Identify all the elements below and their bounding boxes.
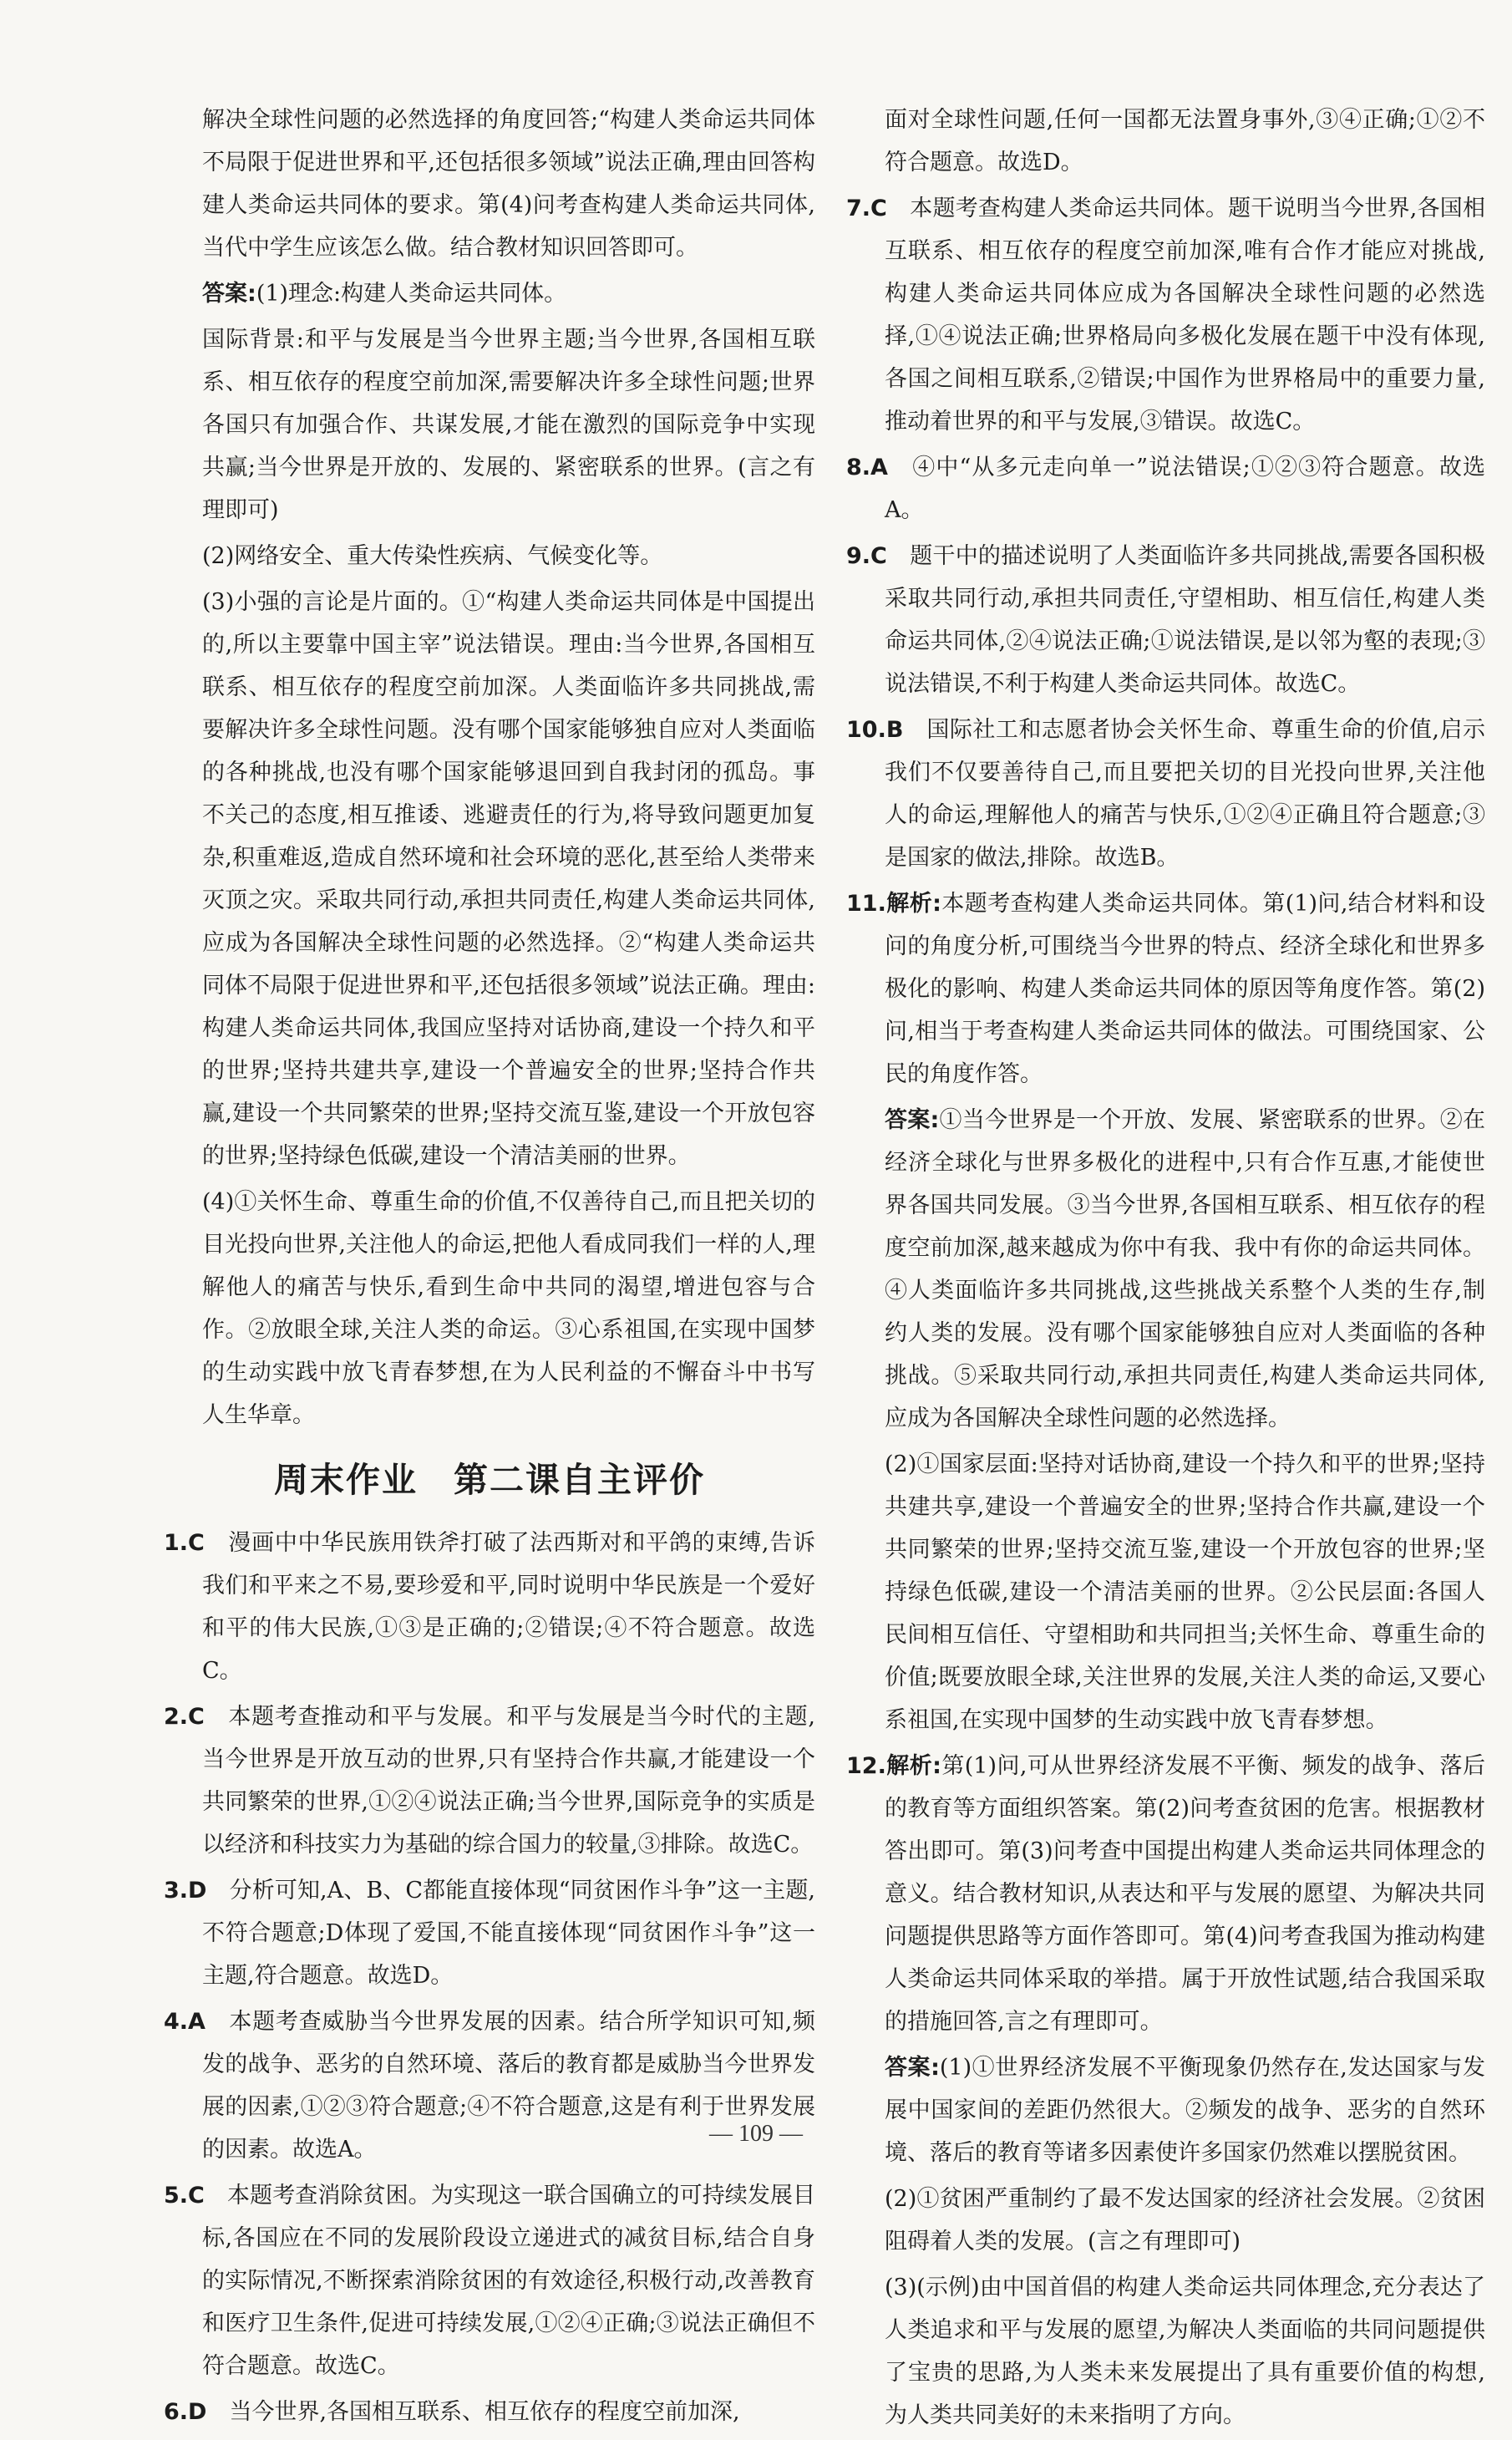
question-9-number: 9.C bbox=[846, 543, 887, 569]
answer-part-4: (4)①关怀生命、尊重生命的价值,不仅善待自己,而且把关切的目光投向世界,关注他人的命运,把他人看成同我们一样的人,理解他人的痛苦与快乐,看到生命中共同的渴望,增进包容与合作。②放眼全球,关注人类的命运。③心系祖国,在实现中国梦的生动实践中放飞青春梦想,在为人民利益的不懈奋斗中书写人生华章。 bbox=[202, 1189, 815, 1428]
question-9-text: 题干中的描述说明了人类面临许多共同挑战,需要各国积极采取共同行动,承担共同责任,守望相助、相互信任,构建人类命运共同体,②④说法正确;①说法错误,是以邻为壑的表现;③说法错误,不利于构建人类命运共同体。故选C。 bbox=[885, 543, 1485, 697]
question-11-answer-2: (2)①国家层面:坚持对话协商,建设一个持久和平的世界;坚持共建共享,建设一个普遍安全的世界;坚持合作共赢,建设一个共同繁荣的世界;坚持交流互鉴,建设一个开放包容的世界;坚持绿色低碳,建设一个清洁美丽的世界。②公民层面:各国人民间相互信任、守望相助和共同担当;关怀生命、尊重生命的价值;既要放眼全球,关注世界的发展,关注人类的命运,又要心系祖国,在实现中国梦的生动实践中放飞青春梦想。 bbox=[885, 1451, 1485, 1733]
question-7-text: 本题考查构建人类命运共同体。题干说明当今世界,各国相互联系、相互依存的程度空前加深,唯有合作才能应对挑战,构建人类命运共同体应成为各国解决全球性问题的必然选择,①④说法正确;世界格局向多极化发展在题干中没有体现,各国之间相互联系,②错误;中国作为世界格局中的重要力量,推动着世界的和平与发展,③错误。故选C。 bbox=[885, 196, 1485, 435]
question-2-number: 2.C bbox=[164, 1704, 205, 1730]
answer-part-1: (1)理念:构建人类命运共同体。 bbox=[256, 281, 567, 307]
question-11-analysis-label: 解析: bbox=[885, 891, 941, 917]
question-12-number: 12. bbox=[846, 1753, 886, 1779]
answer-label: 答案: bbox=[202, 281, 256, 307]
answer-part-1-background: 国际背景:和平与发展是当今世界主题;当今世界,各国相互联系、相互依存的程度空前加深,需要解决许多全球性问题;世界各国只有加强合作、共谋发展,才能在激烈的国际竞争中实现共赢;当今世界是开放的、发展的、紧密联系的世界。(言之有理即可) bbox=[202, 327, 815, 523]
question-1-text: 漫画中中华民族用铁斧打破了法西斯对和平鸽的束缚,告诉我们和平来之不易,要珍爱和平,同时说明中华民族是一个爱好和平的伟大民族,①③是正确的;②错误;④不符合题意。故选C。 bbox=[202, 1530, 815, 1684]
question-11-answer-1: ①当今世界是一个开放、发展、紧密联系的世界。②在经济全球化与世界多极化的进程中,只有合作互惠,才能使世界各国共同发展。③当今世界,各国相互联系、相互依存的程度空前加深,越来越成为你中有我、我中有你的命运共同体。④人类面临许多共同挑战,这些挑战关系整个人类的生存,制约人类的发展。没有哪个国家能够独自应对人类面临的各种挑战。⑤采取共同行动,承担共同责任,构建人类命运共同体,应成为各国解决全球性问题的必然选择。 bbox=[885, 1107, 1485, 1431]
question-6-number: 6.D bbox=[164, 2399, 207, 2425]
question-6-continuation: 面对全球性问题,任何一国都无法置身事外,③④正确;①②不符合题意。故选D。 bbox=[885, 107, 1485, 175]
answer-part-3: (3)小强的言论是片面的。①“构建人类命运共同体是中国提出的,所以主要靠中国主宰”说法错误。理由:当今世界,各国相互联系、相互依存的程度空前加深。人类面临许多共同挑战,需要解决许多全球性问题。没有哪个国家能够独自应对人类面临的各种挑战,也没有哪个国家能够退回到自我封闭的孤岛。事不关己的态度,相互推诿、逃避责任的行为,将导致问题更加复杂,积重难返,造成自然环境和社会环境的恶化,甚至给人类带来灭顶之灾。采取共同行动,承担共同责任,构建人类命运共同体,应成为各国解决全球性问题的必然选择。②“构建人类命运共同体不局限于促进世界和平,还包括很多领域”说法正确。理由:构建人类命运共同体,我国应坚持对话协商,建设一个持久和平的世界;坚持共建共享,建设一个普遍安全的世界;坚持合作共赢,建设一个共同繁荣的世界;坚持交流互鉴,建设一个开放包容的世界;坚持绿色低碳,建设一个清洁美丽的世界。 bbox=[202, 589, 815, 1169]
question-7 bbox=[846, 187, 1485, 443]
question-3-text: 分析可知,A、B、C都能直接体现“同贫困作斗争”这一主题,不符合题意;D体现了爱国,不能直接体现“同贫困作斗争”这一主题,符合题意。故选D。 bbox=[202, 1878, 816, 1989]
left-column bbox=[164, 99, 815, 2437]
question-3-number: 3.D bbox=[164, 1878, 207, 1904]
question-8-number: 8.A bbox=[846, 455, 888, 480]
question-2-text: 本题考查推动和平与发展。和平与发展是当今时代的主题,当今世界是开放互动的世界,只有坚持合作共赢,才能建设一个共同繁荣的世界,①②④说法正确;当今世界,国际竞争的实质是以经济和科技实力为基础的综合国力的较量,③排除。故选C。 bbox=[202, 1704, 815, 1858]
answer-part-2: (2)网络安全、重大传染性疾病、气候变化等。 bbox=[202, 543, 663, 569]
question-12-answer bbox=[846, 2046, 1485, 2174]
question-8 bbox=[846, 446, 1485, 531]
question-10-text: 国际社工和志愿者协会关怀生命、尊重生命的价值,启示我们不仅要善待自己,而且要把关切的目光投向世界,关注他人的命运,理解他人的痛苦与快乐,①②④正确且符合题意;③是国家的做法,排除。故选B。 bbox=[885, 717, 1485, 871]
question-6-text: 当今世界,各国相互联系、相互依存的程度空前加深, bbox=[229, 2399, 740, 2425]
section-title: 周末作业 第二课自主评价 bbox=[274, 1460, 705, 1500]
question-11-answer-label: 答案: bbox=[885, 1107, 940, 1133]
right-column bbox=[846, 99, 1485, 2440]
question-11-analysis: 本题考查构建人类命运共同体。第(1)问,结合材料和设问的角度分析,可围绕当今世界的特点、经济全球化和世界多极化的影响、构建人类命运共同体的原因等角度作答。第(2)问,相当于考查构建人类命运共同体的做法。可围绕国家、公民的角度作答。 bbox=[885, 891, 1485, 1087]
question-8-text: ④中“从多元走向单一”说法错误;①②③符合题意。故选A。 bbox=[885, 455, 1486, 523]
question-5-number: 5.C bbox=[164, 2183, 205, 2209]
analysis-continuation: 解决全球性问题的必然选择的角度回答;“构建人类命运共同体不局限于促进世界和平,还包括很多领域”说法正确,理由回答构建人类命运共同体的要求。第(4)问考查构建人类命运共同体,当代中学生应该怎么做。结合教材知识回答即可。 bbox=[202, 107, 815, 261]
question-6 bbox=[164, 2391, 815, 2433]
question-12-analysis-label: 解析: bbox=[885, 1753, 941, 1779]
question-2 bbox=[164, 1695, 815, 1866]
question-10 bbox=[846, 709, 1485, 879]
question-9 bbox=[846, 535, 1485, 705]
question-5 bbox=[164, 2174, 815, 2387]
question-10-number: 10.B bbox=[846, 717, 904, 743]
question-12-answer-1: (1)①世界经济发展不平衡现象仍然存在,发达国家与发展中国家间的差距仍然很大。②频发的战争、恶劣的自然环境、落后的教育等诸多因素使许多国家仍然难以摆脱贫困。 bbox=[885, 2055, 1485, 2166]
page-number: — 109 — bbox=[709, 2121, 803, 2147]
question-11-number: 11. bbox=[846, 891, 886, 917]
question-5-text: 本题考查消除贫困。为实现这一联合国确立的可持续发展目标,各国应在不同的发展阶段设立递进式的减贫目标,结合自身的实际情况,不断探索消除贫困的有效途径,积极行动,改善教育和医疗卫生条件,促进可持续发展,①②④正确;③说法正确但不符合题意。故选C。 bbox=[202, 2183, 816, 2379]
question-11-answer bbox=[846, 1099, 1485, 1440]
question-4-number: 4.A bbox=[164, 2009, 205, 2035]
question-12-answer-2: (2)①贫困严重制约了最不发达国家的经济社会发展。②贫困阻碍着人类的发展。(言之有理即可) bbox=[885, 2186, 1485, 2254]
question-1-number: 1.C bbox=[164, 1530, 205, 1556]
question-12 bbox=[846, 1745, 1485, 2043]
question-11 bbox=[846, 882, 1485, 1095]
answer-block bbox=[164, 272, 815, 315]
question-4-text: 本题考查威胁当今世界发展的因素。结合所学知识可知,频发的战争、恶劣的自然环境、落后的教育都是威胁当今世界发展的因素,①②③符合题意;④不符合题意,这是有利于世界发展的因素。故选A。 bbox=[202, 2009, 815, 2163]
question-1 bbox=[164, 1522, 815, 1692]
question-7-number: 7.C bbox=[846, 196, 887, 221]
question-3 bbox=[164, 1869, 815, 1997]
question-12-analysis: 第(1)问,可从世界经济发展不平衡、频发的战争、落后的教育等方面组织答案。第(2)问考查贫困的危害。根据教材答出即可。第(3)问考查中国提出构建人类命运共同体理念的意义。结合教材知识,从表达和平与发展的愿望、为解决共同问题提供思路等方面作答即可。第(4)问考查我国为推动构建人类命运共同体采取的举措。属于开放性试题,结合我国采取的措施回答,言之有理即可。 bbox=[885, 1753, 1485, 2035]
question-12-answer-label: 答案: bbox=[885, 2055, 940, 2081]
question-12-answer-3: (3)(示例)由中国首倡的构建人类命运共同体理念,充分表达了人类追求和平与发展的愿望,为解决人类面临的共同问题提供了宝贵的思路,为人类未来发展提出了具有重要价值的构想,为人类共同美好的未来指明了方向。 bbox=[885, 2275, 1485, 2428]
